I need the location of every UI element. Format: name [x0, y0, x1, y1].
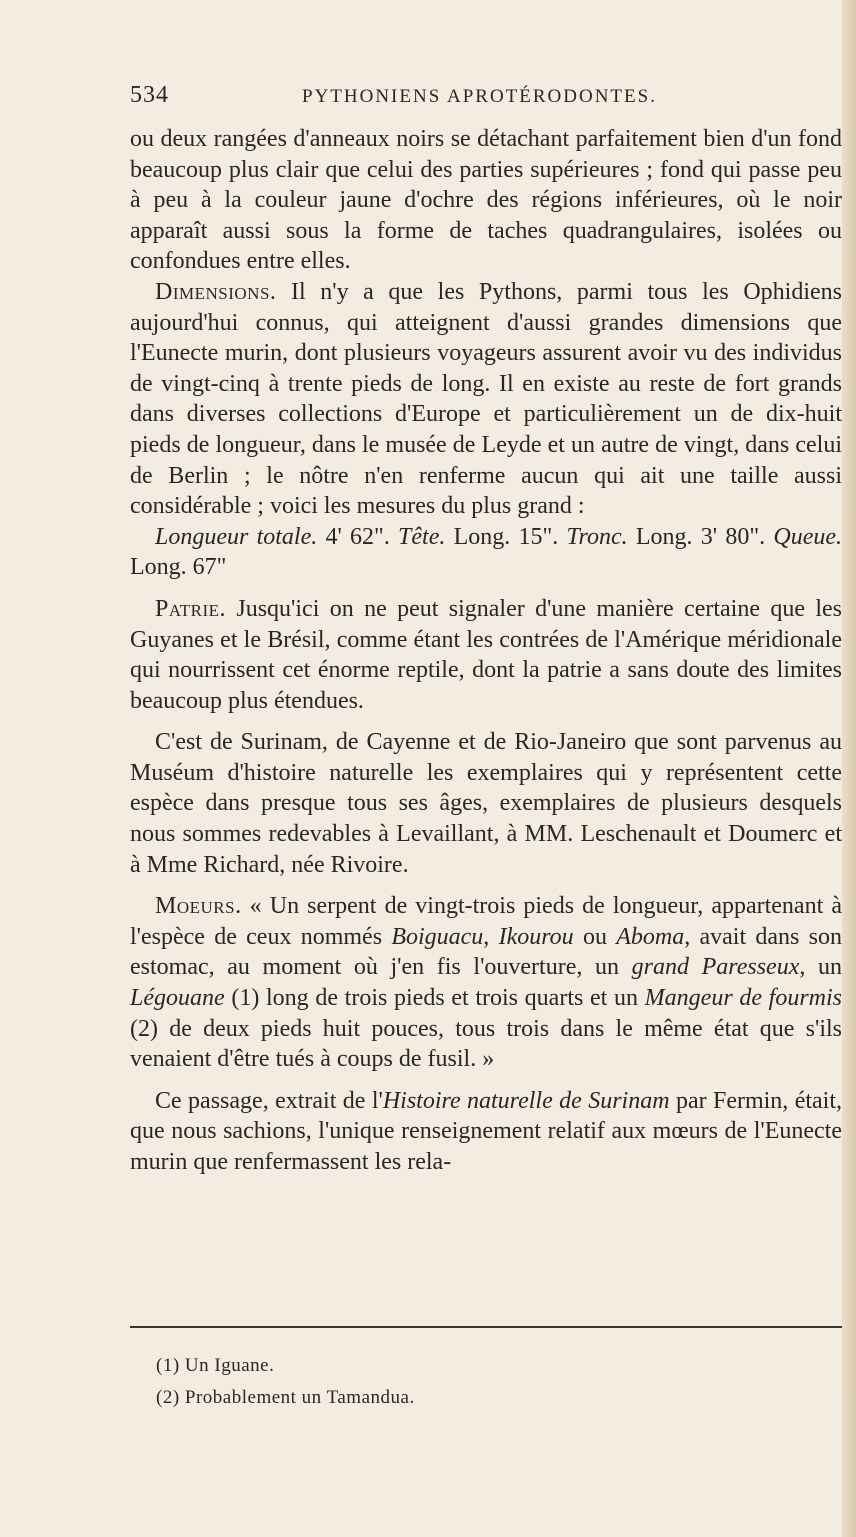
paragraph-patrie	[130, 594, 842, 716]
measure-label-tail: Queue.	[773, 523, 842, 550]
moeurs-text-2: ,	[483, 923, 499, 950]
paragraph-specimens: C'est de Surinam, de Cayenne et de Rio-Janeiro que sont parvenus au Muséum d'histoire naturelle les exemplaires qui y représentent cette espèce dans presque tous ses âges, exemplaires de plusieurs desquels nous sommes redevables à Levaillant, à MM. Leschenault et Doumerc et à Mme Richard, née Rivoire.	[130, 729, 842, 878]
measure-value-tail: Long. 67"	[130, 554, 227, 581]
running-title: PYTHONIENS APROTÉRODONTES.	[302, 86, 657, 107]
moeurs-text-1: « Un serpent de vingt-trois pieds de longueur, appartenant à l'espèce de ceux nommés	[130, 893, 842, 950]
book-title: Histoire naturelle de Surinam	[382, 1087, 670, 1114]
moeurs-text-3: ou	[573, 923, 617, 950]
section-label-moeurs: Moeurs.	[155, 893, 242, 920]
page-header	[130, 82, 840, 116]
section-label-patrie: Patrie.	[155, 595, 227, 622]
paragraph-passage	[130, 1086, 842, 1178]
moeurs-text-6: (1) long de trois pieds et trois quarts et un	[224, 985, 645, 1012]
patrie-text: Jusqu'ici on ne peut signaler d'une manière certaine que les Guyanes et le Brésil, comme étant les contrées de l'Amérique méridionale qui nourrissent cet énorme reptile, dont la patrie a sans doute des limites beaucoup plus étendues.	[130, 595, 842, 714]
footnote-1: (1) Un Iguane.	[156, 1355, 275, 1376]
species-name-paresseux: grand Paresseux	[631, 954, 800, 981]
measure-value-total: 4' 62".	[317, 523, 399, 550]
measure-value-head: Long. 15".	[445, 523, 567, 550]
measure-value-trunk: Long. 3' 80".	[627, 523, 774, 550]
species-name-legouane: Légouane	[130, 985, 225, 1012]
measure-label-head: Tête.	[398, 523, 446, 550]
paragraph-measurements	[130, 522, 842, 583]
species-name-mangeur: Mangeur de fourmis	[644, 985, 843, 1012]
paragraph-continuation: ou deux rangées d'anneaux noirs se détachant parfaitement bien d'un fond beaucoup plus clair que celui des parties supérieures ; fond qui passe peu à peu à la couleur jaune d'ochre des régions inférieures, où le noir apparaît aussi sous la forme de taches quadrangulaires, isolées ou confondues entre elles.	[130, 126, 842, 275]
measure-label-trunk: Tronc.	[566, 523, 628, 550]
page-edge-shadow	[842, 0, 856, 1537]
passage-text-1: Ce passage, extrait de l'	[155, 1087, 383, 1114]
species-name-ikourou: Ikourou	[498, 923, 574, 950]
measure-label-total: Longueur totale.	[155, 523, 318, 550]
footnote-2: (2) Probablement un Tamandua.	[156, 1387, 415, 1408]
moeurs-text-7: (2) de deux pieds huit pouces, tous trois dans le même état que s'ils venaient d'être tués à coups de fusil. »	[130, 1015, 842, 1073]
paragraph-dimensions	[130, 277, 842, 522]
species-name-boiguacu: Boiguacu	[391, 923, 484, 950]
passage-text-2: par Fermin, était, que nous sachions, l'unique renseignement relatif aux mœurs de l'Eunecte murin que renfermassent les rela-	[130, 1087, 843, 1175]
paragraph-moeurs	[130, 891, 842, 1075]
footnote-rule	[130, 1326, 842, 1328]
section-label-dimensions: Dimensions.	[155, 278, 277, 305]
footnotes	[156, 1350, 415, 1414]
page-number: 534	[130, 82, 169, 108]
dimensions-text: Il n'y a que les Pythons, parmi tous les Ophidiens aujourd'hui connus, qui atteignent d'aussi grandes dimensions que l'Eunecte murin, dont plusieurs voyageurs assurent avoir vu des individus de vingt-cinq à trente pieds de long. Il en existe au reste de fort grands dans diverses collections d'Europe et particulièrement un de dix-huit pieds de longueur, dans le musée de Leyde et un autre de vingt, dans celui de Berlin ; le nôtre n'en renferme aucun qui ait une taille aussi considérable ; voici les mesures du plus grand :	[130, 278, 842, 520]
body-text	[130, 124, 842, 1178]
species-name-aboma: Aboma	[616, 923, 685, 950]
moeurs-text-5: , un	[799, 954, 842, 981]
moeurs-text-4: , avait dans son estomac, au moment où j'en fis l'ouverture, un	[130, 923, 843, 981]
